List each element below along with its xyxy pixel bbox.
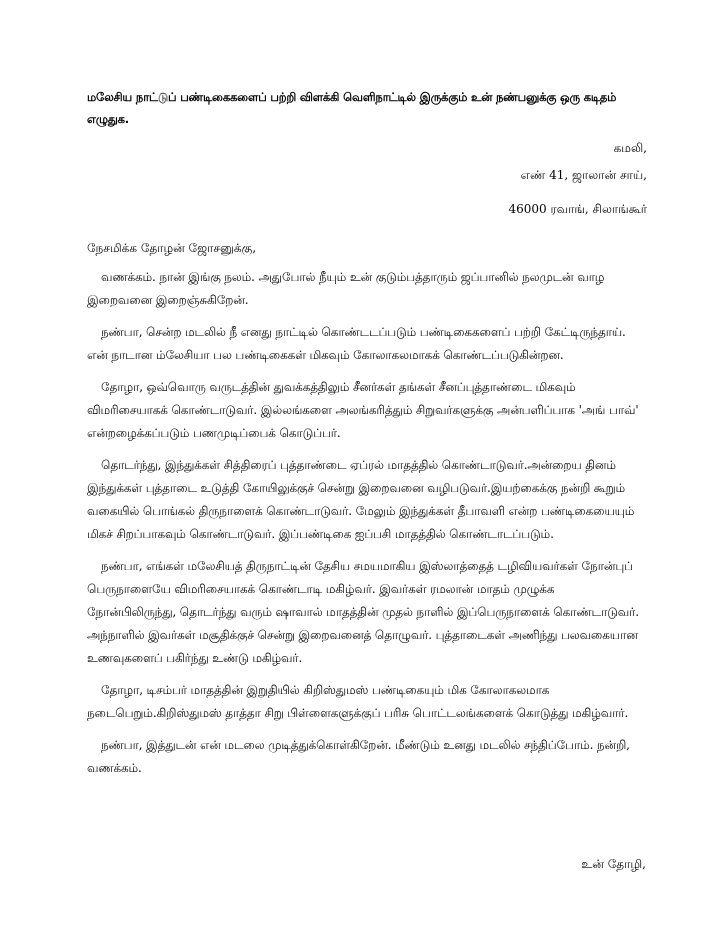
address-line-2: 46000 ரவாங், சிலாங்கூர்	[508, 202, 647, 216]
letter-closing: உன் தோழி,	[581, 857, 646, 871]
paragraph-greeting: வணக்கம். நான் இங்கு நலம். அதுபோல் நீயும் உன் குடும்பத்தாரும் ஜப்பானில் நலமுடன் வாழ இறைவனை இறைஞ்சுகிறேன்.	[87, 270, 605, 307]
sender-name: கமலி,	[613, 141, 647, 155]
address-line-1: எண் 41, ஜாலான் சாய்,	[520, 168, 647, 182]
letter-title: மலேசிய நாட்டுப் பண்டிகைகளைப் பற்றி விளக்கி வெளிநாட்டில் இருக்கும் உன் நண்பனுக்கு ஒரு கடிதம் எழுதுக.	[87, 90, 617, 126]
sender-address	[87, 138, 647, 226]
paragraph-intro: நண்பா, சென்ற மடலில் நீ எனது நாட்டில் கொண்டடப்படும் பண்டிகைகளைப் பற்றி கேட்டிருந்தாய். என் நாடான ம்லேசியா பல பண்டிகைகள் மிகவும் கோலாகலமாகக் கொண்டப்படுகின்றன.	[87, 325, 626, 362]
salutation: நேசமிக்க தோழன் ஜோசனுக்கு,	[87, 241, 257, 255]
paragraph-christmas: தோழா, டிசம்பர் மாதத்தின் இறுதியில் கிறிஸ்துமஸ் பண்டிகையும் மிக கோலாகலமாக நடைபெறும்.கிறிஸ்துமஸ் தாத்தா சிறு பிள்ளைகளுக்குப் பரிசு பொட்டலங்களைக் கொடுத்து மகிழ்வார்.	[87, 683, 629, 720]
paragraph-hindu-festivals: தொடர்ந்து, இந்துக்கள் சித்திரைப் புத்தாண்டை ஏப்ரல் மாதத்தில் கொண்டாடுவர்.அன்றைய தினம் இந்துக்கள் புத்தாடை உடுத்தி கோயிலுக்குச் சென்று இறைவனை வழிபடுவர்.இயற்கைக்கு நன்றி கூறும் வகையில் பொங்கல் திருநாளைக் கொண்டாடுவர். மேலும் இந்துக்கள் தீபாவளி என்ற பண்டிகையையும் மிகச் சிறப்பாகவும் கொண்டாடுவர். இப்பண்டிகை ஐப்பசி மாதத்தில் கொண்டாடப்படும்.	[87, 458, 635, 541]
paragraph-hari-raya: நண்பா, எங்கள் மலேசியத் திருநாட்டின் தேசிய சமயமாகிய இஸ்லாத்தைத் டழிவியவர்கள் நோன்புப் பெருநாளையே விமரிசையாகக் கொண்டாடி மகிழ்வர். இவர்கள் ரமலான் மாதம் முழுக்க நோன்பிலிருந்து, தொடர்ந்து வரும் ஷாவால் மாதத்தின் முதல் நாளில் இப்பெருநாளைக் கொண்டாடுவர். அந்நாளில் இவர்கள் மசூதிக்குச் சென்று இறைவனைத் தொழுவர். புத்தாடைகள் அணிந்து பலவகையான உணவுகளைப் பகிர்ந்து உண்டு மகிழ்வர்.	[87, 559, 639, 665]
paragraph-conclusion: நண்பா, இத்துடன் என் மடலை முடித்துக்கொள்கிறேன். மீண்டும் உனது மடலில் சந்திப்போம். நன்றி, வணக்கம்.	[87, 738, 630, 775]
paragraph-chinese-new-year: தோழா, ஒவ்வொரு வருடத்தின் துவக்கத்திலும் சீனர்கள் தங்கள் சீனப்புத்தாண்டை மிகவும் விமரிசையாகக் கொண்டாடுவர். இல்லங்களை அலங்கரித்தும் சிறுவர்களுக்கு அன்பளிப்பாக 'அங் பாவ்' என்றழைக்கப்படும் பணமுடிப்பைக் கொடுப்பர்.	[87, 380, 639, 440]
letter-page	[87, 86, 647, 789]
